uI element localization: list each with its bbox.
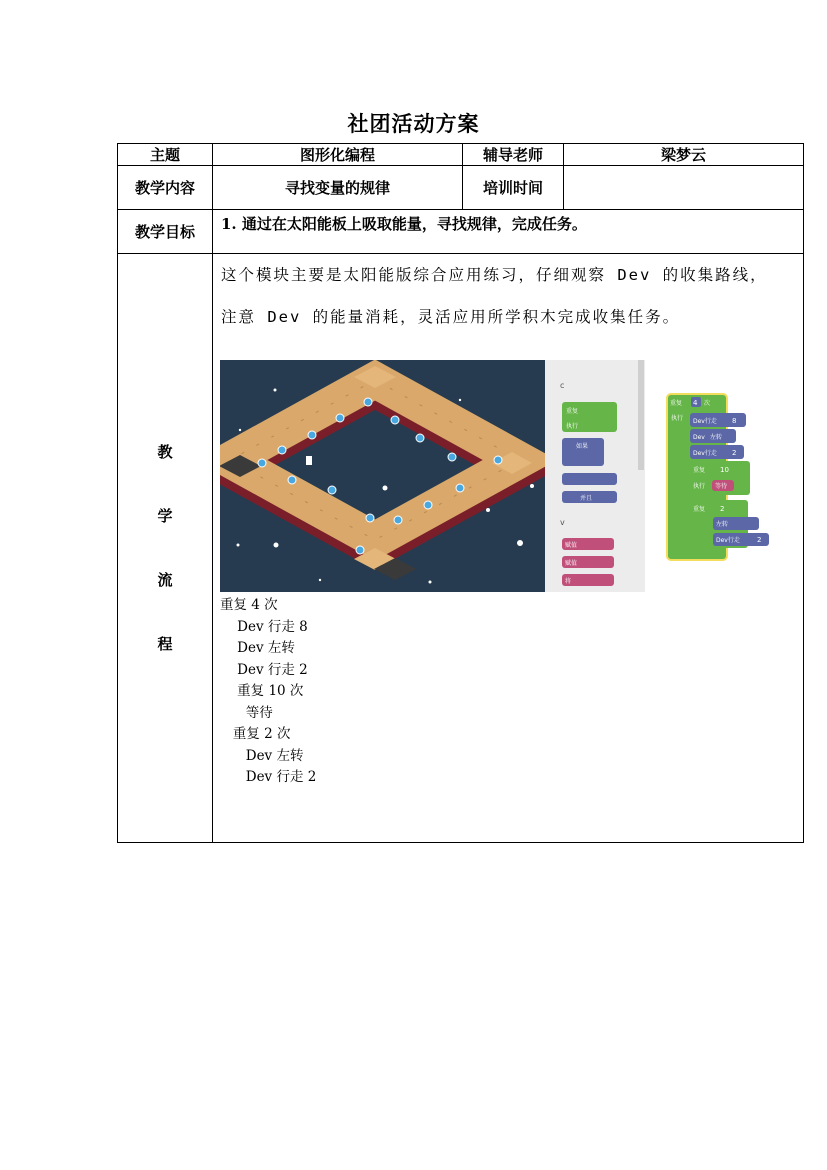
code-line: Dev 行走 8 [220, 618, 308, 635]
code-line: Dev 行走 2 [220, 661, 308, 678]
dev-left-turn: 左转 [710, 434, 723, 441]
screenshot-figure [220, 360, 792, 592]
content-row [118, 166, 804, 210]
repeat-2-label: 重复 [693, 506, 706, 513]
repeat-4-label: 重复 [670, 400, 683, 407]
repeat-4-count: 4 [693, 399, 698, 407]
dev-walk-2-label: Dev行走 [693, 450, 717, 457]
process-content [213, 254, 804, 843]
goal-label: 教学目标 [118, 210, 213, 254]
topic-value: 图形化编程 [213, 144, 463, 166]
code-line: 重复 4 次 [220, 597, 278, 613]
time-label: 培训时间 [463, 166, 564, 210]
process-label-char: 程 [157, 635, 173, 653]
teacher-value: 梁梦云 [564, 144, 804, 166]
process-label-char: 流 [157, 571, 173, 589]
process-label [118, 254, 213, 843]
repeat-10-do: 执行 [693, 483, 706, 490]
goal-value: 1. 通过在太阳能板上吸取能量，寻找规律，完成任务。 [213, 210, 804, 254]
repeat-10-label: 重复 [693, 467, 706, 474]
code-line: 重复 2 次 [220, 726, 291, 742]
activity-plan-table [117, 143, 804, 843]
palette-will-label: 将 [565, 578, 572, 585]
topic-label: 主题 [118, 144, 213, 166]
repeat-2-count: 2 [720, 505, 725, 513]
game-screenshot [220, 360, 792, 592]
repeat-4-times: 次 [704, 400, 711, 407]
intro-line: 注意 Dev 的能量消耗，灵活应用所学积木完成收集任务。 [221, 308, 681, 326]
dev-walk-8-label: Dev行走 [693, 418, 717, 425]
content-value: 寻找变量的规律 [213, 166, 463, 210]
wait-label: 等待 [715, 483, 728, 490]
topic-row [118, 144, 804, 166]
palette-do-label: 执行 [566, 423, 579, 430]
code-line: Dev 行走 2 [220, 769, 317, 785]
palette-and-label: 并且 [580, 495, 593, 502]
goal-row [118, 210, 804, 254]
palette-section-c: c [560, 381, 565, 390]
dev-robot [306, 456, 312, 465]
inner-left-label: 左转 [716, 521, 729, 528]
process-label-char: 教 [157, 443, 173, 461]
document-title: 社团活动方案 [347, 111, 480, 136]
time-value [564, 166, 804, 210]
intro-paragraph [213, 263, 803, 330]
palette-if-label: 如果 [576, 443, 589, 450]
repeat-4-do: 执行 [671, 415, 684, 422]
intro-line: 这个模块主要是太阳能版综合应用练习，仔细观察 Dev 的收集路线， [221, 266, 768, 284]
process-row [118, 254, 804, 843]
palette-compare-block [562, 473, 617, 485]
palette-assign-b-label: 赋值 [565, 560, 578, 567]
content-label: 教学内容 [118, 166, 213, 210]
dev-walk-8-value: 8 [732, 417, 737, 425]
teacher-label: 辅导老师 [463, 144, 564, 166]
dev-left-label: Dev [693, 434, 705, 441]
repeat-10-count: 10 [720, 466, 729, 474]
process-label-char: 学 [157, 507, 173, 525]
inner-walk-label: Dev行走 [716, 537, 740, 544]
palette-repeat-label: 重复 [566, 408, 579, 415]
code-line: 重复 10 次 [220, 683, 304, 699]
code-line: 等待 [220, 704, 273, 721]
dev-walk-2-value: 2 [732, 449, 737, 457]
code-line: Dev 左转 [220, 747, 304, 764]
inner-walk-value: 2 [757, 536, 762, 544]
code-listing [213, 595, 803, 789]
palette-section-v: v [560, 518, 565, 527]
palette-scrollbar [638, 360, 644, 470]
palette-assign-a-label: 赋值 [565, 542, 578, 549]
code-line: Dev 左转 [220, 640, 295, 656]
